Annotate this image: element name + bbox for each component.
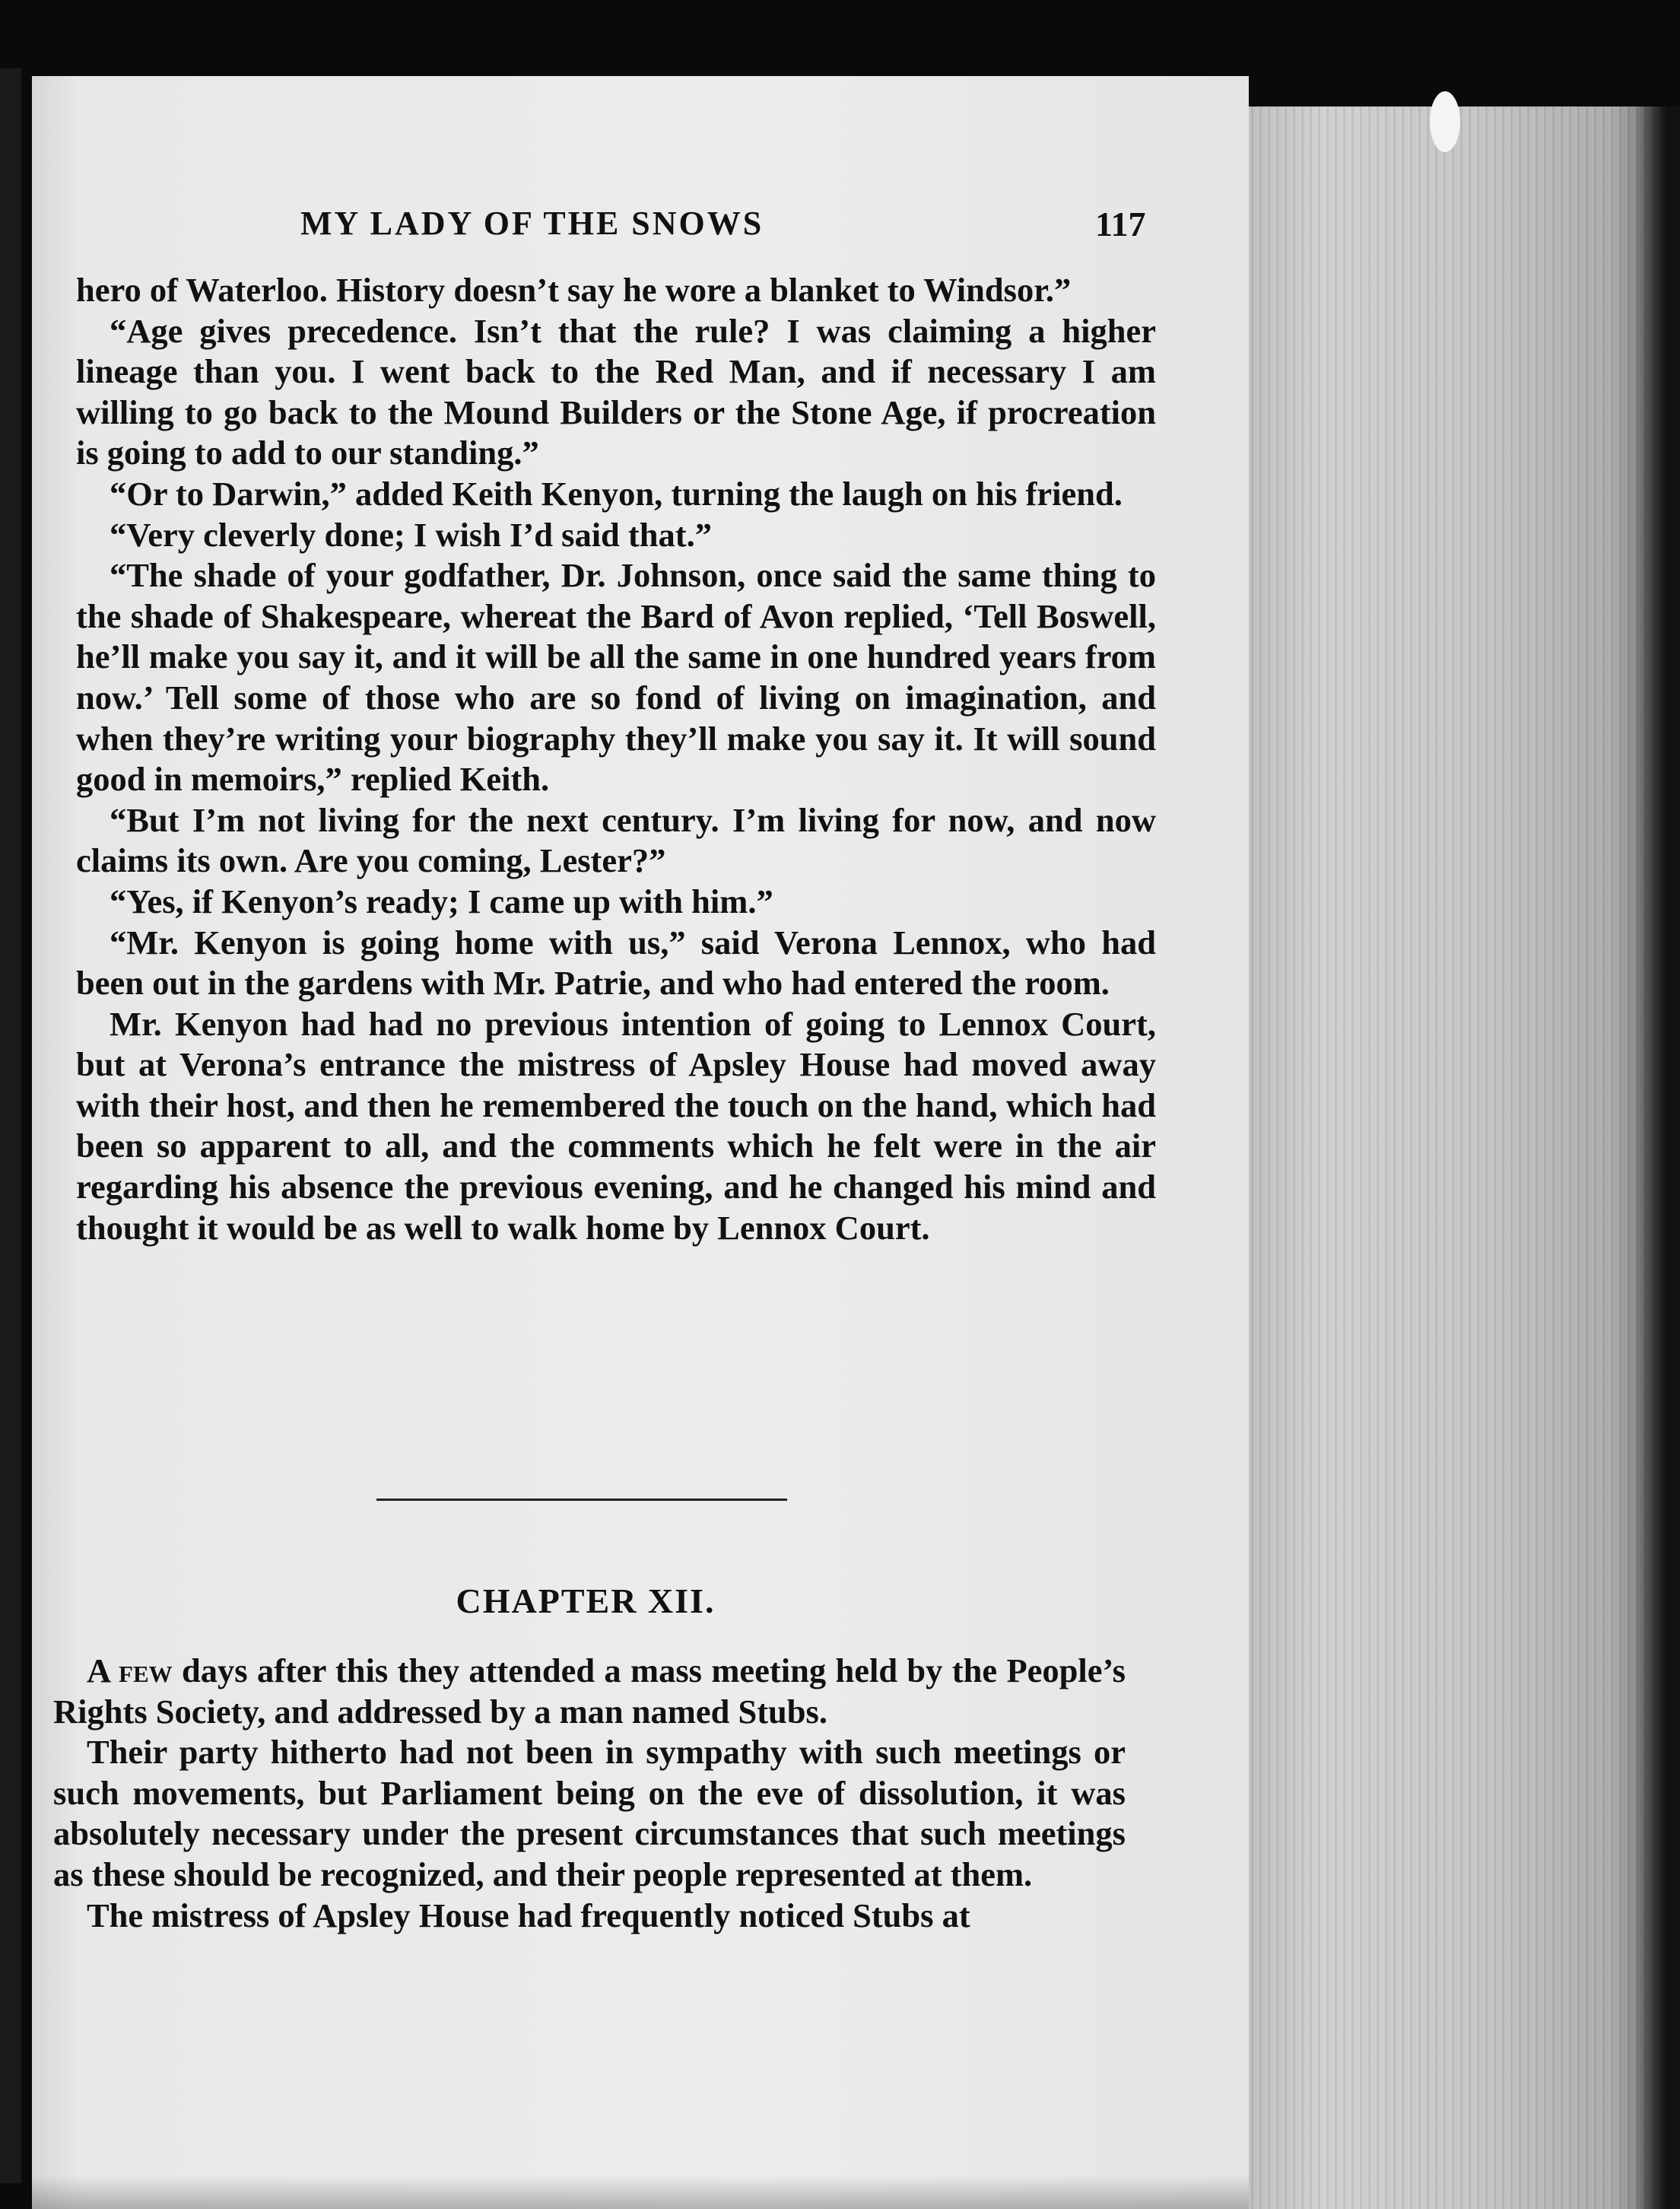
running-header <box>300 204 1167 257</box>
chapter-text <box>53 1651 1126 1936</box>
paragraph: The mistress of Apsley House had frequently noticed Stubs at <box>87 1896 970 1934</box>
paragraph: “Or to Darwin,” added Keith Kenyon, turning the laugh on his friend. <box>110 474 1123 513</box>
paragraph: hero of Waterloo. History doesn’t say he wore a blanket to Windsor.” <box>76 271 1072 309</box>
chapter-first-paragraph <box>53 1651 1126 1732</box>
paragraph: “Yes, if Kenyon’s ready; I came up with him.” <box>110 882 773 920</box>
section-divider <box>376 1499 787 1501</box>
first-word-initial: A <box>87 1651 110 1689</box>
paragraph: “But I’m not living for the next century. I’m living for now, and now claims its own. Are you coming, Lester?” <box>76 800 1156 880</box>
paragraph: “Very cleverly done; I wish I’d said that.” <box>110 515 712 554</box>
paragraph: Their party hitherto had not been in sympathy with such meetings or such movements, but Parliament being on the eve of dissolution, it was absolutely necessary under the present circumstances that such meetings as these should be recognized, and their people represented at them. <box>53 1733 1126 1893</box>
book-edge-shadow <box>1635 106 1680 2209</box>
chapter-heading: CHAPTER XII. <box>456 1581 716 1620</box>
page-bottom-shadow <box>32 2176 1249 2209</box>
paragraph: “Mr. Kenyon is going home with us,” said Verona Lennox, who had been out in the gardens with Mr. Patrie, and who had entered the room. <box>76 923 1156 1003</box>
book-page-edges <box>1232 106 1680 2209</box>
body-text <box>76 270 1156 1248</box>
left-border-shadow <box>0 68 21 2183</box>
paragraph: Mr. Kenyon had had no previous intention of going to Lennox Court, but at Verona’s entrance the mistress of Apsley House had moved away with their host, and then he remembered the touch on the hand, which had been so apparent to all, and the comments which he felt were in the air regarding his absence the previous evening, and he changed his mind and thought it would be as well to walk home by Lennox Court. <box>76 1004 1156 1247</box>
paragraph: “The shade of your godfather, Dr. Johnson, once said the same thing to the shade of Shakespeare, whereat the Bard of Avon replied, ‘Tell Boswell, he’ll make you say it, and it will be all the same in one hundred years from now.’ Tell some of those who are so fond of living on imagination, and when they’re writing your biography they’ll make you say it. It will sound good in memoirs,” replied Keith. <box>76 556 1156 799</box>
first-paragraph-rest: days after this they attended a mass meeting held by the People’s Rights Society, and addressed by a man named Stubs. <box>53 1651 1126 1731</box>
scan-speck <box>1430 91 1460 152</box>
first-word-rest: few <box>119 1651 173 1689</box>
page-number: 117 <box>1095 205 1146 243</box>
paragraph: “Age gives precedence. Isn’t that the rule? I was claiming a higher lineage than you. I went back to the Red Man, and if necessary I am willing to go back to the Mound Builders or the Stone Age, if procreation is going to add to our standing.” <box>76 311 1156 472</box>
running-title: MY LADY OF THE SNOWS <box>300 205 764 242</box>
